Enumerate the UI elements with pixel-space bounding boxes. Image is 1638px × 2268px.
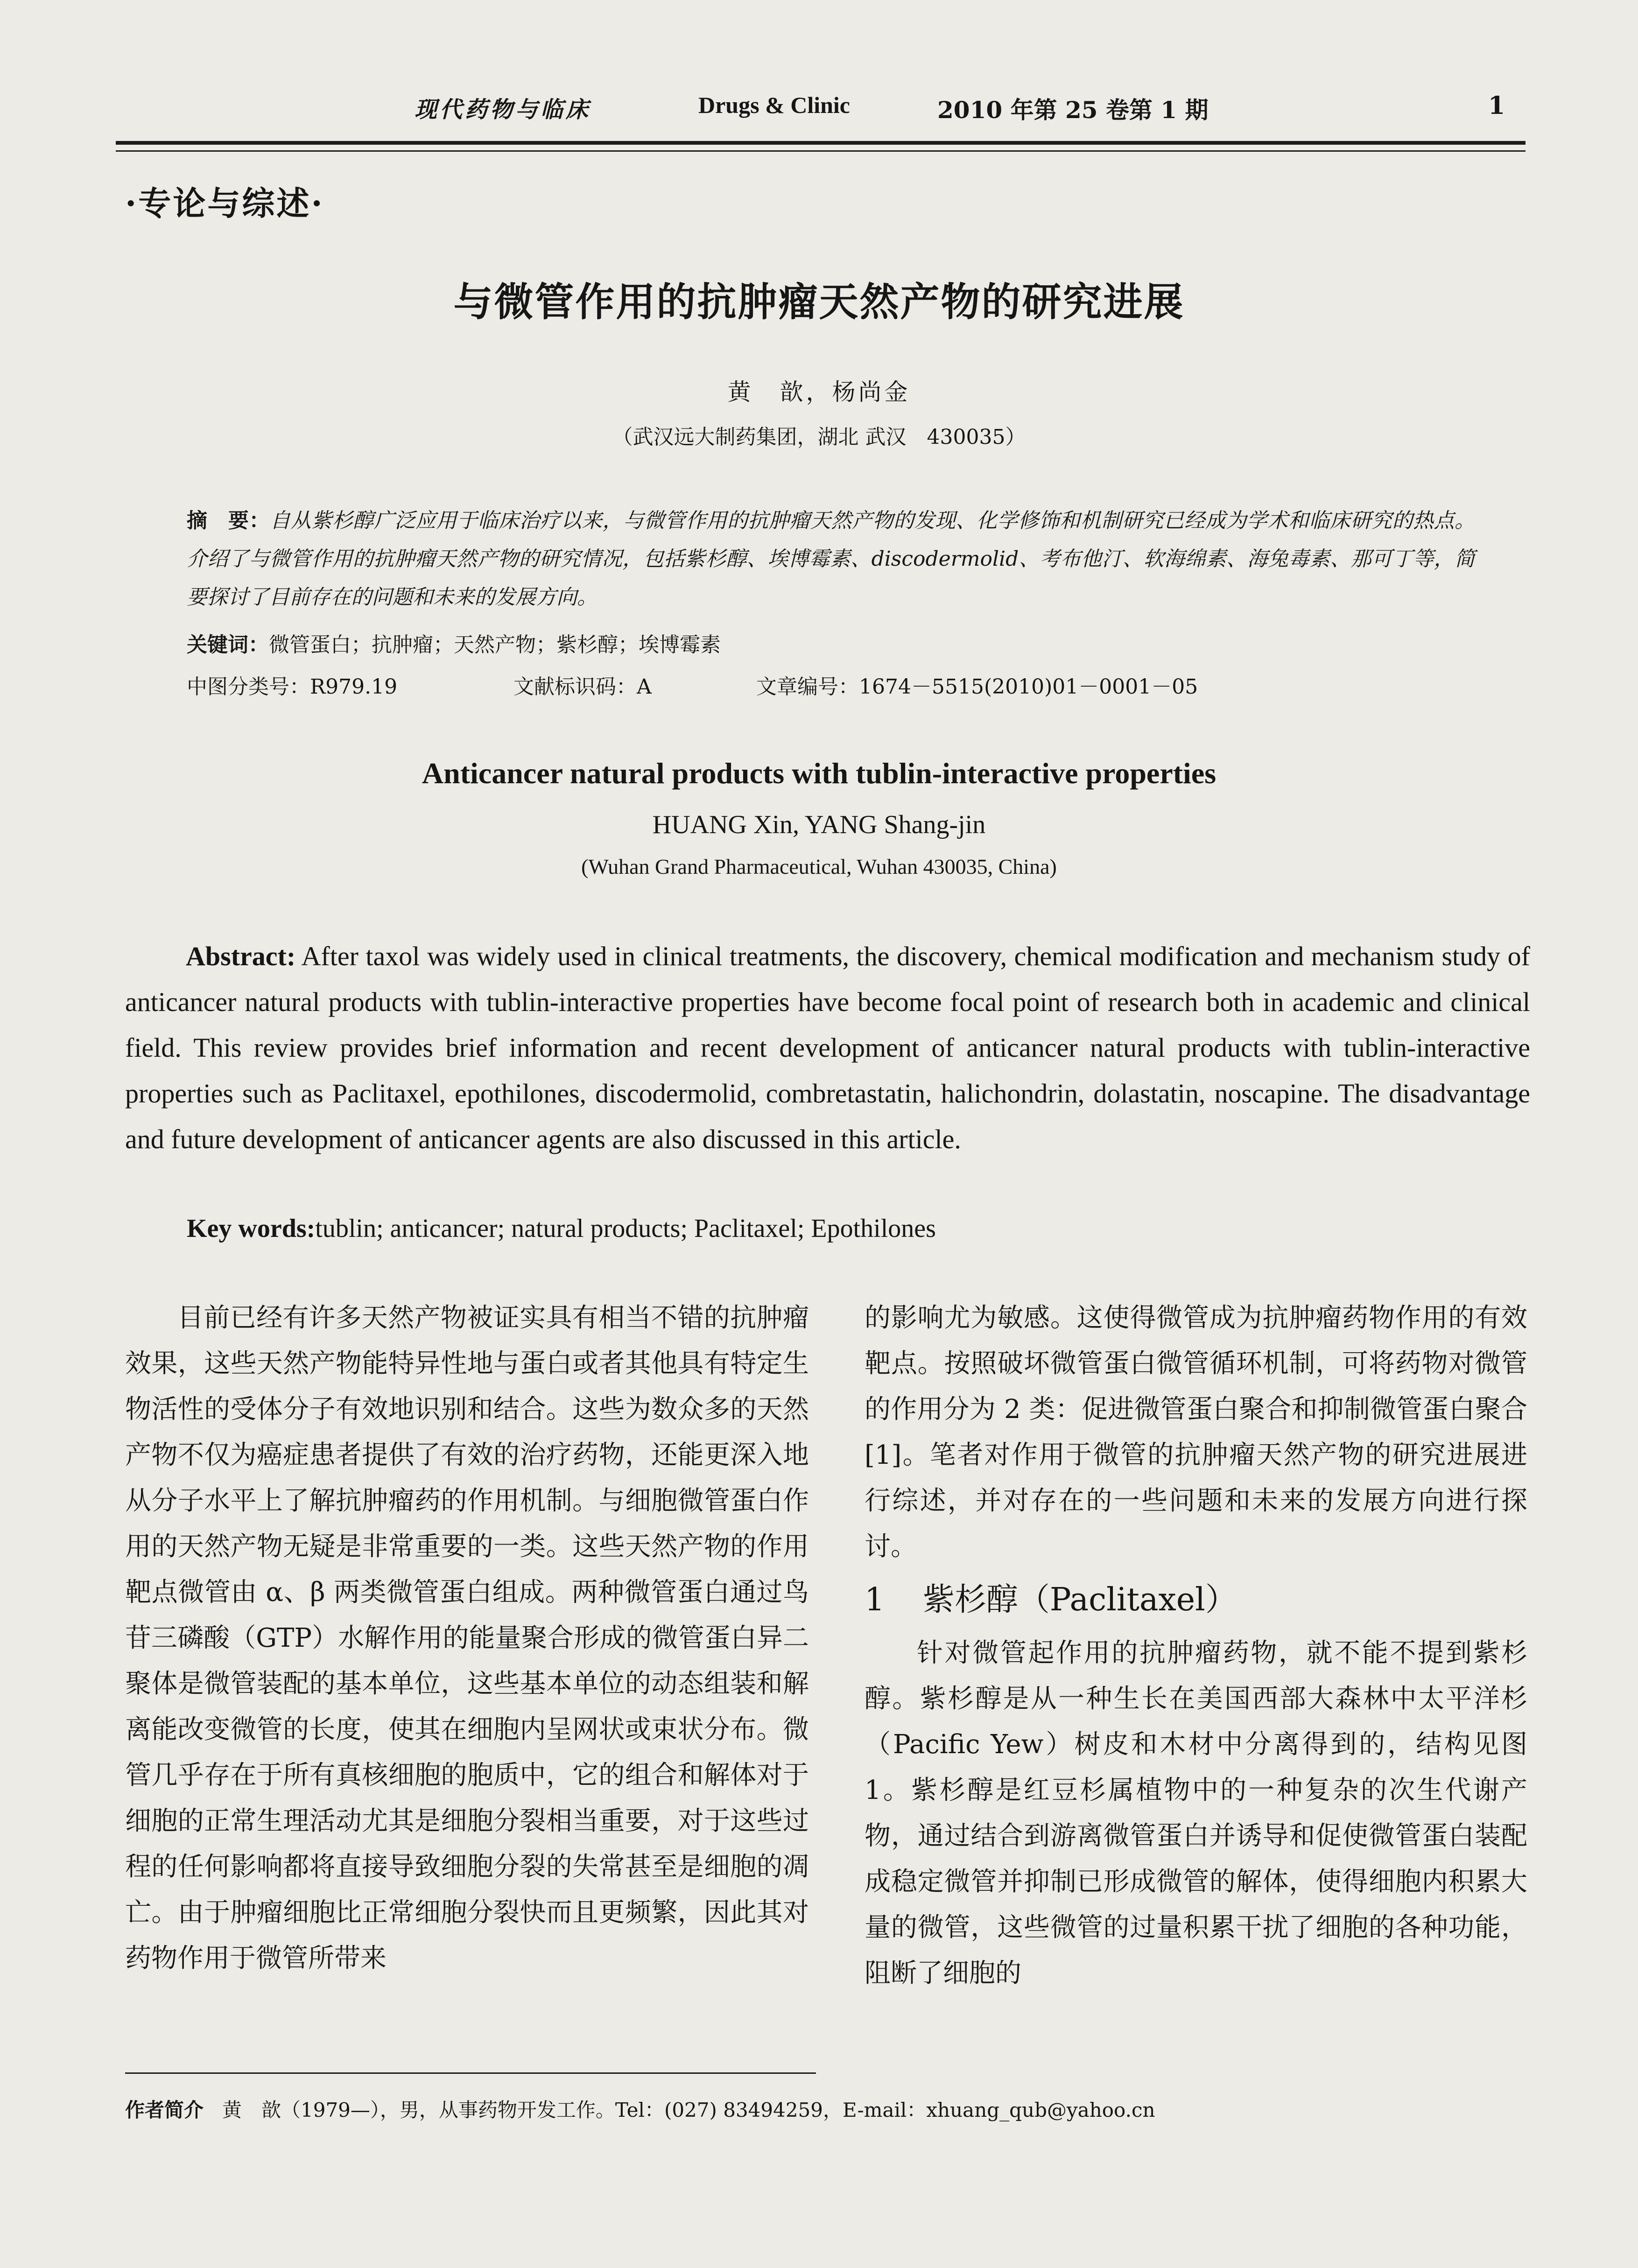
abstract-cn-text: 自从紫杉醇广泛应用于临床治疗以来，与微管作用的抗肿瘤天然产物的发现、化学修饰和机制研究已经成为学术和临床研究的热点。介绍了与微管作用的抗肿瘤天然产物的研究情况，包括紫杉醇、埃博霉素、discodermolid、考布他汀、软海绵素、海兔毒素、那可丁等，简要探讨了目前存在的问题和未来的发展方向。 [187, 509, 1476, 609]
footnote-rule [125, 2072, 816, 2074]
keywords-cn [187, 628, 721, 658]
issue-info: 2010 年第 25 卷第 1 期 [937, 96, 1209, 124]
abstract-cn [187, 502, 1475, 617]
header-rule-thin [116, 150, 1526, 152]
running-header [116, 91, 1526, 129]
article-number: 文章编号：1674－5515(2010)01－0001－05 [756, 675, 1198, 699]
journal-name-en: Drugs & Clinic [698, 92, 850, 118]
keywords-en-text: tublin; anticancer; natural products; Paclitaxel; Epothilones [315, 1214, 936, 1243]
article-title-en: Anticancer natural products with tublin-interactive properties [422, 757, 1216, 790]
authors-cn: 黄 歆，杨尚金 [727, 379, 911, 406]
body-column-left [125, 1295, 809, 1981]
header-rule-thick [116, 141, 1526, 145]
section-label: ·专论与综述· [125, 184, 324, 223]
keywords-cn-text: 微管蛋白；抗肿瘤；天然产物；紫杉醇；埃博霉素 [269, 633, 721, 657]
article-title-cn: 与微管作用的抗肿瘤天然产物的研究进展 [453, 279, 1185, 325]
section-heading-text: 紫杉醇（Paclitaxel） [922, 1581, 1237, 1618]
clc-number: 中图分类号：R979.19 [187, 675, 398, 699]
intro-paragraph-continued: 的影响尤为敏感。这使得微管成为抗肿瘤药物作用的有效靶点。按照破坏微管蛋白微管循环机制，可将药物对微管的作用分为 2 类：促进微管蛋白聚合和抑制微管蛋白聚合[1]。笔者对作用于微管的抗肿瘤天然产物的研究进展进行综述，并对存在的一些问题和未来的发展方向进行探讨。 [865, 1303, 1527, 1562]
footnote-text: 黄 歆（1979—），男，从事药物开发工作。Tel：(027) 83494259，E-mail：xhuang_qub@yahoo.cn [222, 2099, 1155, 2121]
section-heading-number: 1 [865, 1581, 885, 1618]
keywords-en-label: Key words: [187, 1214, 316, 1243]
author-footnote [125, 2095, 1155, 2123]
affiliation-en: (Wuhan Grand Pharmaceutical, Wuhan 430035, China) [581, 855, 1057, 878]
abstract-cn-label: 摘 要： [187, 509, 270, 533]
abstract-en-text: After taxol was widely used in clinical treatments, the discovery, chemical modification and mechanism study of anticancer natural products with tublin-interactive properties have become focal point of research both in academic and clinical field. This review provides brief information and recent development of anticancer natural products with tublin-interactive properties such as Paclitaxel, epothilones, discodermolid, combretastatin, halichondrin, dolastatin, noscapine. The disadvantage and future development of anticancer agents are also discussed in this article. [125, 941, 1530, 1154]
keywords-en [187, 1214, 936, 1243]
classification-line [187, 670, 1494, 698]
journal-name-cn: 现代药物与临床 [415, 97, 591, 123]
paclitaxel-paragraph: 针对微管起作用的抗肿瘤药物，就不能不提到紫杉醇。紫杉醇是从一种生长在美国西部大森林中太平洋杉（Pacific Yew）树皮和木材中分离得到的，结构见图 1。紫杉醇是红豆杉属植物中的一种复杂的次生代谢产物，通过结合到游离微管蛋白并诱导和促使微管蛋白装配成稳定微管并抑制已形成微管的解体，使得细胞内积累大量的微管，这些微管的过量积累干扰了细胞的各种功能，阻断了细胞的 [865, 1638, 1527, 1988]
footnote-label: 作者简介 [125, 2099, 204, 2121]
document-code: 文献标识码：A [513, 675, 652, 699]
keywords-cn-label: 关键词： [187, 633, 269, 657]
authors-en: HUANG Xin, YANG Shang-jin [652, 810, 986, 839]
intro-paragraph: 目前已经有许多天然产物被证实具有相当不错的抗肿瘤效果，这些天然产物能特异性地与蛋白或者其他具有特定生物活性的受体分子有效地识别和结合。这些为数众多的天然产物不仅为癌症患者提供了有效的治疗药物，还能更深入地从分子水平上了解抗肿瘤药的作用机制。与细胞微管蛋白作用的天然产物无疑是非常重要的一类。这些天然产物的作用靶点微管由 α、β 两类微管蛋白组成。两种微管蛋白通过鸟苷三磷酸（GTP）水解作用的能量聚合形成的微管蛋白异二聚体是微管装配的基本单位，这些基本单位的动态组装和解离能改变微管的长度，使其在细胞内呈网状或束状分布。微管几乎存在于所有真核细胞的胞质中，它的组合和解体对于细胞的正常生理活动尤其是细胞分裂相当重要，对于这些过程的任何影响都将直接导致细胞分裂的失常甚至是细胞的凋亡。由于肿瘤细胞比正常细胞分裂快而且更频繁，因此其对药物作用于微管所带来 [125, 1303, 809, 1973]
body-column-right [865, 1295, 1527, 1996]
affiliation-cn: （武汉远大制药集团，湖北 武汉 430035） [612, 425, 1026, 449]
abstract-en-label: Abstract: [186, 941, 296, 971]
section-heading-1 [865, 1574, 1527, 1626]
page-number: 1 [1488, 91, 1505, 120]
abstract-en [125, 934, 1530, 1162]
